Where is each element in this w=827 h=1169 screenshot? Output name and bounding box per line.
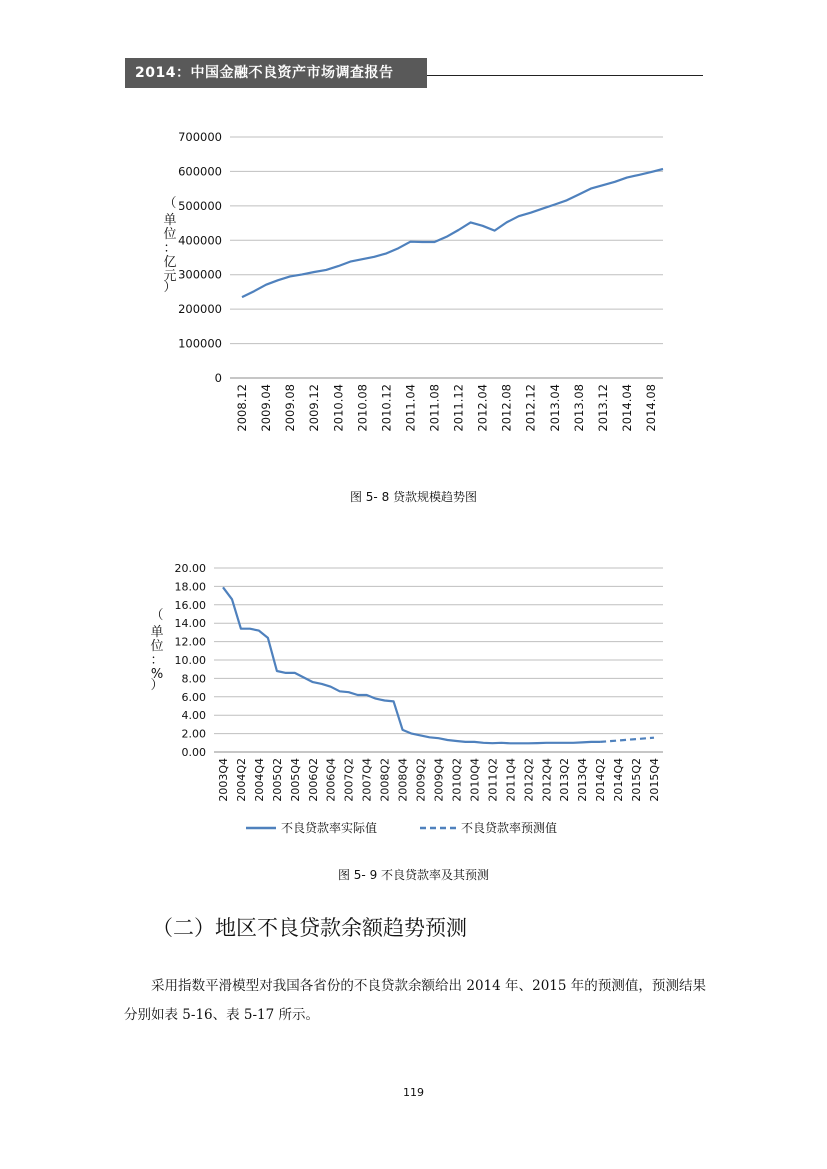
y-tick-label: 500000 <box>178 198 222 213</box>
x-tick-label: 2015Q4 <box>648 758 662 802</box>
x-tick-label: 2011Q4 <box>504 758 518 802</box>
x-tick-label: 2007Q4 <box>360 758 374 802</box>
y-tick-label: 400000 <box>178 233 222 248</box>
y-tick-label: 16.00 <box>174 598 206 612</box>
x-tick-label: 2010.04 <box>331 384 346 432</box>
y-tick-label: 4.00 <box>181 709 206 723</box>
figure-caption-5-8: 图 5- 8 贷款规模趋势图 <box>349 490 478 504</box>
x-tick-label: 2014Q4 <box>612 758 626 802</box>
x-tick-label: 2012.12 <box>523 384 538 432</box>
y-tick-label: 6.00 <box>181 690 206 704</box>
x-tick-label: 2011Q2 <box>486 758 500 802</box>
y-tick-label: 20.00 <box>174 562 206 575</box>
x-tick-label: 2013Q2 <box>558 758 572 802</box>
x-tick-label: 2010.12 <box>379 384 394 432</box>
legend-label-actual: 不良贷款率实际值 <box>281 821 378 835</box>
legend-label-forecast: 不良贷款率预测值 <box>461 821 558 835</box>
x-tick-label: 2012.04 <box>475 384 490 432</box>
y-tick-label: 300000 <box>178 267 222 282</box>
x-tick-label: 2004Q4 <box>252 758 266 802</box>
y-tick-label: 100000 <box>178 336 222 351</box>
x-tick-label: 2008Q2 <box>378 758 392 802</box>
header-title: 2014：中国金融不良资产市场调查报告 <box>125 58 427 88</box>
loan-scale-chart <box>163 130 663 432</box>
x-tick-label: 2010Q4 <box>468 758 482 802</box>
y-tick-label: 200000 <box>178 302 222 317</box>
x-tick-label: 2003Q4 <box>216 758 230 802</box>
x-tick-label: 2005Q4 <box>288 758 302 802</box>
x-tick-label: 2009.04 <box>259 384 274 432</box>
y-tick-label: 0.00 <box>181 746 206 759</box>
y-tick-label: 8.00 <box>181 672 206 686</box>
y-axis-label: （单位：%） <box>150 608 164 693</box>
x-tick-label: 2010Q2 <box>450 758 464 802</box>
x-tick-label: 2011.08 <box>427 384 442 432</box>
page-number: 119 <box>403 1086 424 1099</box>
x-tick-label: 2009Q4 <box>432 758 446 802</box>
y-tick-label: 14.00 <box>174 617 206 631</box>
body-paragraph: 采用指数平滑模型对我国各省份的不良贷款余额给出 2014 年、2015 年的预测值，预测结果分别如表 5-16、表 5-17 所示。 <box>124 978 706 1023</box>
y-tick-label: 700000 <box>178 130 222 144</box>
x-tick-label: 2009.08 <box>283 384 298 432</box>
x-tick-label: 2015Q2 <box>630 758 644 802</box>
x-tick-label: 2013Q4 <box>576 758 590 802</box>
figure-caption-5-9: 图 5- 9 不良贷款率及其预测 <box>337 868 490 882</box>
x-tick-label: 2006Q4 <box>324 758 338 802</box>
x-tick-label: 2012.08 <box>499 384 514 432</box>
x-tick-label: 2012Q2 <box>522 758 536 802</box>
x-tick-label: 2014Q2 <box>594 758 608 802</box>
y-tick-label: 10.00 <box>174 654 206 667</box>
x-tick-label: 2014.04 <box>619 384 634 432</box>
x-tick-label: 2008.12 <box>235 384 250 432</box>
actual-series-line <box>223 587 600 743</box>
npl-ratio-chart <box>150 562 663 835</box>
forecast-series-line <box>600 738 654 742</box>
y-tick-label: 12.00 <box>174 635 206 649</box>
y-tick-label: 600000 <box>178 164 222 179</box>
x-tick-label: 2011.04 <box>403 384 418 432</box>
y-tick-label: 2.00 <box>181 727 206 741</box>
x-tick-label: 2010.08 <box>355 384 370 432</box>
x-tick-label: 2012Q4 <box>540 758 554 802</box>
x-tick-label: 2009Q2 <box>414 758 428 802</box>
x-tick-label: 2014.08 <box>643 384 658 432</box>
x-tick-label: 2004Q2 <box>234 758 248 802</box>
actual-series-line <box>242 169 663 297</box>
y-axis-label: （单位：亿元） <box>163 196 177 295</box>
x-tick-label: 2005Q2 <box>270 758 284 802</box>
y-tick-label: 0 <box>214 371 222 385</box>
x-tick-label: 2007Q2 <box>342 758 356 802</box>
x-tick-label: 2006Q2 <box>306 758 320 802</box>
x-tick-label: 2008Q4 <box>396 758 410 802</box>
x-tick-label: 2013.04 <box>547 384 562 432</box>
section-title: （二）地区不良贷款余额趋势预测 <box>152 916 467 940</box>
y-tick-label: 18.00 <box>174 580 206 594</box>
x-tick-label: 2013.12 <box>595 384 610 432</box>
x-tick-label: 2013.08 <box>571 384 586 432</box>
x-tick-label: 2009.12 <box>307 384 322 432</box>
x-tick-label: 2011.12 <box>451 384 466 432</box>
